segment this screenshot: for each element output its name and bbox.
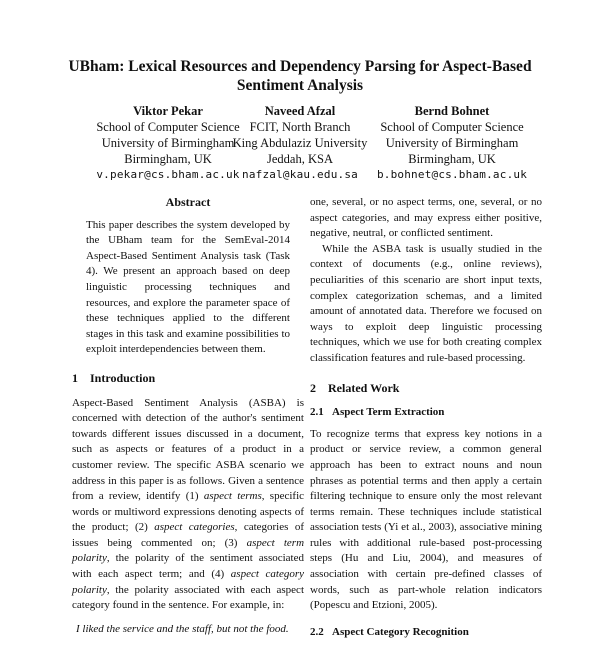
author-institution: University of Birmingham xyxy=(101,136,235,150)
abstract-heading: Abstract xyxy=(165,195,211,209)
author-name: Viktor Pekar xyxy=(133,104,203,118)
author-email: nafzal@kau.edu.sa xyxy=(242,168,358,181)
introduction-paragraph xyxy=(72,396,304,614)
author-affiliation: School of Computer Science xyxy=(96,120,240,134)
section-heading-introduction xyxy=(72,371,304,387)
term-aspect-categories: aspect categories xyxy=(154,521,235,534)
author-affiliation: FCIT, North Branch xyxy=(249,120,351,134)
body-paragraph: To recognize terms that express key notions in a product or service review, a common general approach has been to extract nouns and noun phrases as potential terms and then apply a certain filtering technique to ensure only the most relevant terms remain. These techniques include statistical association tests (Yi et al., 2003), associative mining rules with additional rule-based post-processing steps (Hu and Liu, 2004), and measures of association with certain pre-defined classes of words, such as part-whole relation indicators (Popescu and Etzioni, 2005). xyxy=(310,427,542,612)
subsection-number: 2.2 xyxy=(310,625,324,638)
text-run: , specific words or multiword expressions denoting aspects of the product; (2) xyxy=(72,490,305,534)
author-affiliation: School of Computer Science xyxy=(380,120,524,134)
example-sentence: I liked the service and the staff, but not the food. xyxy=(76,622,289,635)
abstract-text: This paper describes the system developed by the UBham team for the SemEval-2014 Aspect-Based Sentiment Analysis task (Task 4). We present an approach based on deep linguistic processing techniques and resources, and explore the parameter space of these techniques applied to the different stages in this task and examine possibilities to exploit interdependencies between them. xyxy=(86,218,290,356)
section-number: 1 xyxy=(72,370,78,385)
subsection-title: Aspect Category Recognition xyxy=(332,625,469,638)
subsection-heading-aspect-category-recognition xyxy=(310,625,542,641)
subsection-title: Aspect Term Extraction xyxy=(332,406,445,419)
left-column xyxy=(72,195,304,637)
text-run: , the polarity of the sentiment associated with each aspect term; and (4) xyxy=(72,552,304,581)
paper-title: UBham: Lexical Resources and Dependency Parsing for Aspect-Based Sentiment Analysis xyxy=(68,58,532,94)
body-paragraph: While the ASBA task is usually studied in the context of documents (e.g., online reviews), peculiarities of this scenario are short input texts, complex categorization schemas, and a limited amount of annotated data. Therefore we focused on ways to exploit deep linguistic processing techniques, which we use for both creating complex classification features and rule-based processing. xyxy=(310,242,542,364)
author-location: Birmingham, UK xyxy=(124,152,212,166)
author-institution: King Abdulaziz University xyxy=(232,136,368,150)
term-aspect-terms: aspect terms xyxy=(203,490,262,503)
text-run: Aspect-Based Sentiment Analysis (ASBA) is concerned with detection of the author's sentiment towards different issues discussed in a document, such as aspects or features of a product in a customer review. The specific ASBA scenario we address in this paper is as follows. Given a sentence from a review, identify (1) xyxy=(72,396,304,503)
body-paragraph: one, several, or no aspect terms, one, several, or no aspect categories, and may express either positive, negative, neutral, or conflicted sentiment. xyxy=(310,196,542,240)
author-location: Birmingham, UK xyxy=(408,152,496,166)
section-heading-related-work xyxy=(310,381,542,397)
text-run: , categories of issues being commented on; (3) xyxy=(72,521,304,549)
text-run: , the polarity associated with each aspect category found in the sentence. For example, in: xyxy=(72,583,304,612)
author-institution: University of Birmingham xyxy=(385,136,519,150)
right-column xyxy=(310,195,542,646)
subsection-heading-aspect-term-extraction xyxy=(310,405,542,421)
section-title: Introduction xyxy=(90,370,156,385)
section-title: Related Work xyxy=(328,380,400,395)
author-name: Naveed Afzal xyxy=(264,104,336,118)
author-name: Bernd Bohnet xyxy=(414,104,490,118)
term-aspect-category-polarity: aspect category polarity xyxy=(72,568,304,596)
term-aspect-term-polarity: aspect term polarity xyxy=(72,536,305,565)
author-email: b.bohnet@cs.bham.ac.uk xyxy=(376,168,528,181)
author-location: Jeddah, KSA xyxy=(267,152,333,166)
author-3 xyxy=(352,103,552,183)
subsection-number: 2.1 xyxy=(310,406,324,419)
section-number: 2 xyxy=(310,380,316,395)
author-email: v.pekar@cs.bham.ac.uk xyxy=(96,168,240,181)
